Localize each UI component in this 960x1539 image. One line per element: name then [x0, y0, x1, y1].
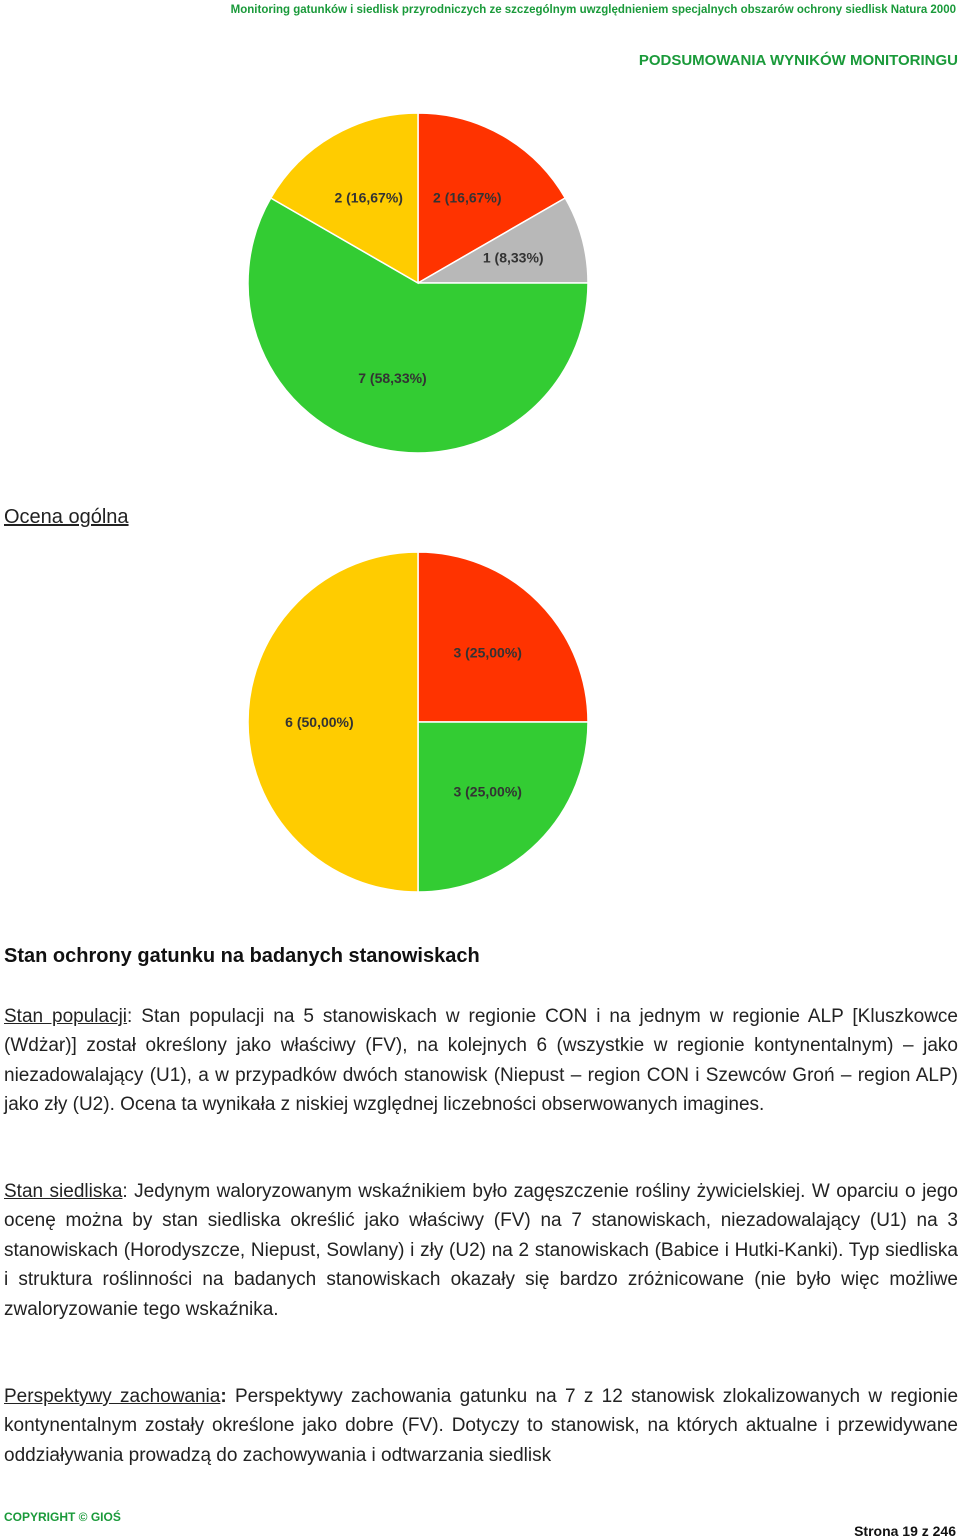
- pie-slice-label-3: 7 (58,33%): [358, 370, 427, 387]
- pie-slice-label-1: 2 (16,67%): [433, 189, 502, 206]
- document-header-title: Monitoring gatunków i siedlisk przyrodniczych ze szczególnym uwzględnieniem specjalnych obszarów ochrony siedlisk Natura 2000: [230, 4, 956, 16]
- pie-slice-label-2: 3 (25,00%): [453, 783, 522, 800]
- term-stan-siedliska: Stan siedliska: [4, 1181, 123, 1202]
- paragraph-text: : Stan populacji na 5 stanowiskach w regionie CON i na jednym w regionie ALP [Kluszkowce (Wdżar)] został określony jako właściwy (FV), na kolejnych 6 (wszystkie w regionie kontynentalnym) – jako niezadowalający (U1), a w przypadków dwóch stanowisk (Niepust – region CON i Szewców Groń – region ALP) jako zły (U2). Ocena ta wynikała z niskiej względnej liczebności obserwowanych imagines.: [4, 1006, 958, 1116]
- pie-slice-label-1: 3 (25,00%): [453, 644, 522, 661]
- pie-slice-1: [418, 552, 588, 722]
- term-stan-populacji: Stan populacji: [4, 1006, 128, 1027]
- pie-slice-2: [418, 722, 588, 892]
- term-colon: :: [220, 1386, 227, 1407]
- section-heading: Stan ochrony gatunku na badanych stanowiskach: [4, 945, 480, 967]
- copyright: COPYRIGHT © GIOŚ: [4, 1510, 121, 1524]
- pie-chart-2: [0, 550, 960, 895]
- term-perspektywy-zachowania: Perspektywy zachowania: [4, 1386, 221, 1407]
- pie-chart-1: [0, 110, 960, 460]
- chart-title-ocena-ogolna: Ocena ogólna: [4, 506, 129, 528]
- paragraph-perspektywy: [4, 1382, 958, 1470]
- section-header: PODSUMOWANIA WYNIKÓW MONITORINGU: [638, 52, 958, 69]
- pie-slice-label-2: 1 (8,33%): [482, 249, 544, 266]
- paragraph-text: : Jedynym waloryzowanym wskaźnikiem było zagęszczenie rośliny żywicielskiej. W oparciu o jego ocenę można by stan siedliska określić jako właściwy (FV) na 7 stanowiskach, niezadowalający (U1) na 3 stanowiskach (Horodyszcze, Niepust, Sowlany) i zły (U2) na 2 stanowiskach (Babice i Hutki-Kanki). Typ siedliska i struktura roślinności na badanych stanowiskach okazały się bardzo zróżnicowane (nie było więc możliwe zwaloryzowanie tego wskaźnika.: [4, 1181, 959, 1320]
- paragraph-text: Perspektywy zachowania gatunku na 7 z 12 stanowisk zlokalizowanych w regionie kontynentalnym zostały określone jako dobre (FV). Dotyczy to stanowisk, na których aktualne i przewidywane oddziaływania prowadzą do zachowywania i odtwarzania siedlisk: [4, 1386, 959, 1466]
- paragraph-stan-populacji: [4, 1002, 958, 1120]
- paragraph-stan-siedliska: [4, 1177, 958, 1324]
- pie-slice-label-3: 6 (50,00%): [285, 714, 354, 730]
- page-number: Strona 19 z 246: [854, 1523, 956, 1539]
- pie-slice-label-4: 2 (16,67%): [334, 189, 403, 206]
